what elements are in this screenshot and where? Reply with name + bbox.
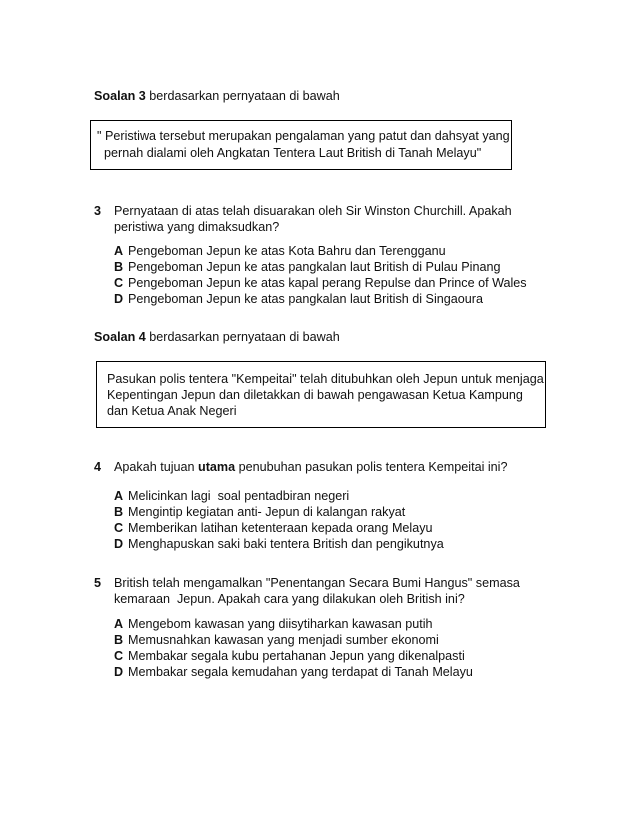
question-3-stem-line2: peristiwa yang dimaksudkan?	[114, 220, 280, 234]
quote-line-2: pernah dialami oleh Angkatan Tentera Laut British di Tanah Melayu"	[104, 146, 482, 160]
option-text: Pengeboman Jepun ke atas pangkalan laut British di Pulau Pinang	[128, 260, 501, 274]
question-4-option-a[interactable]	[114, 488, 349, 504]
option-text: Pengeboman Jepun ke atas pangkalan laut British di Singaoura	[128, 292, 483, 306]
quote-box-3	[90, 120, 512, 170]
question-5-option-a[interactable]	[114, 616, 433, 632]
option-letter: D	[114, 537, 124, 551]
question-4-option-c[interactable]	[114, 520, 433, 536]
section3-heading-bold: Soalan 3	[94, 89, 146, 103]
box4-line-3: dan Ketua Anak Negeri	[107, 404, 237, 418]
option-letter: B	[114, 260, 124, 274]
option-text: Membakar segala kubu pertahanan Jepun yang dikenalpasti	[128, 649, 465, 663]
option-text: Mengintip kegiatan anti- Jepun di kalangan rakyat	[128, 505, 406, 519]
option-text: Mengebom kawasan yang diisytiharkan kawasan putih	[128, 617, 433, 631]
option-letter: A	[114, 244, 124, 258]
question-3-option-d[interactable]	[114, 291, 483, 307]
section3-heading	[94, 88, 340, 104]
question-5-stem-line2: kemaraan Jepun. Apakah cara yang dilakukan oleh British ini?	[114, 592, 465, 606]
question-4-stem-bold: utama	[198, 460, 236, 474]
question-4-number: 4	[94, 460, 102, 474]
section4-heading-rest: berdasarkan pernyataan di bawah	[149, 330, 340, 344]
option-text: Melicinkan lagi soal pentadbiran negeri	[128, 489, 350, 503]
question-5-option-b[interactable]	[114, 632, 439, 648]
option-text: Memusnahkan kawasan yang menjadi sumber ekonomi	[128, 633, 439, 647]
option-letter: C	[114, 276, 124, 290]
option-text: Pengeboman Jepun ke atas kapal perang Repulse dan Prince of Wales	[128, 276, 527, 290]
section4-heading	[94, 329, 340, 345]
question-3-option-a[interactable]	[114, 243, 446, 259]
question-3-option-c[interactable]	[114, 275, 527, 291]
option-letter: B	[114, 633, 124, 647]
question-5-option-d[interactable]	[114, 664, 473, 680]
option-text: Menghapuskan saki baki tentera British dan pengikutnya	[128, 537, 444, 551]
question-5-stem-line1: British telah mengamalkan "Penentangan Secara Bumi Hangus" semasa	[114, 576, 520, 590]
question-3-option-b[interactable]	[114, 259, 500, 275]
question-3-number: 3	[94, 204, 102, 218]
option-letter: C	[114, 649, 124, 663]
question-4-stem-pre: Apakah tujuan	[114, 460, 195, 474]
option-text: Membakar segala kemudahan yang terdapat di Tanah Melayu	[128, 665, 473, 679]
option-letter: C	[114, 521, 124, 535]
box4-line-2: Kepentingan Jepun dan diletakkan di bawah pengawasan Ketua Kampung	[107, 388, 523, 402]
option-letter: A	[114, 617, 124, 631]
option-letter: B	[114, 505, 124, 519]
quote-line-1: " Peristiwa tersebut merupakan pengalaman yang patut dan dahsyat yang	[97, 129, 510, 143]
option-letter: D	[114, 292, 124, 306]
question-4-stem	[114, 459, 507, 475]
option-letter: A	[114, 489, 124, 503]
question-4-option-d[interactable]	[114, 536, 444, 552]
question-5-option-c[interactable]	[114, 648, 465, 664]
question-4-option-b[interactable]	[114, 504, 405, 520]
option-letter: D	[114, 665, 124, 679]
quote-box-4	[96, 361, 546, 428]
option-text: Memberikan latihan ketenteraan kepada orang Melayu	[128, 521, 433, 535]
question-3-stem-line1: Pernyataan di atas telah disuarakan oleh Sir Winston Churchill. Apakah	[114, 204, 512, 218]
section3-heading-rest: berdasarkan pernyataan di bawah	[149, 89, 340, 103]
question-5-number: 5	[94, 576, 102, 590]
question-4-stem-post: penubuhan pasukan polis tentera Kempeitai ini?	[235, 460, 508, 474]
section4-heading-bold: Soalan 4	[94, 330, 146, 344]
option-text: Pengeboman Jepun ke atas Kota Bahru dan Terengganu	[128, 244, 446, 258]
box4-line-1: Pasukan polis tentera "Kempeitai" telah ditubuhkan oleh Jepun untuk menjaga	[107, 372, 544, 386]
